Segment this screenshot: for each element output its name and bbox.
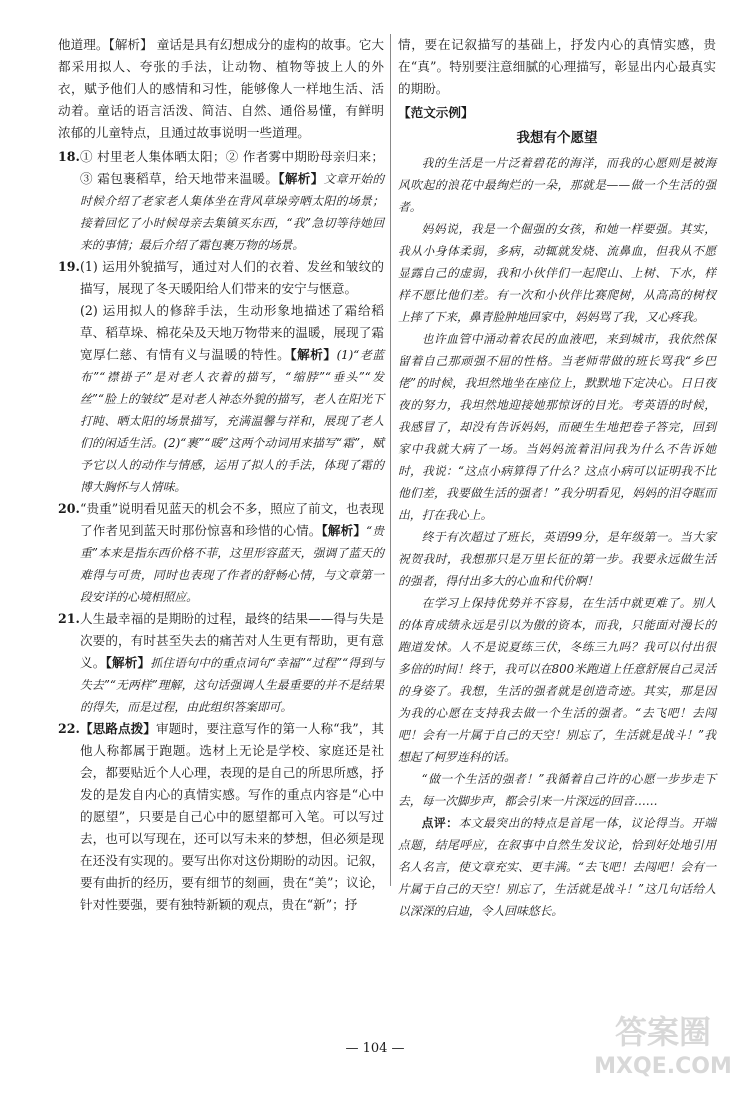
answer-number: 22. — [58, 721, 80, 736]
answer-22 — [58, 718, 384, 916]
analysis-label: 【解析】 — [278, 171, 324, 186]
answer-20 — [58, 498, 384, 608]
essay-paragraph: 终于有次超过了班长，英语99分，是年级第一。当大家祝贺我时，我想那只是万里长征的第一步。我要永远做生活的强者，得付出多大的心血和代价啊！ — [398, 530, 716, 588]
essay-paragraph: 我的生活是一片泛着碧花的海洋，而我的心愿则是被海风吹起的浪花中最绚烂的一朵，那就是——做一个生活的强者。 — [398, 156, 716, 214]
page-number: — 104 — — [345, 1041, 405, 1056]
answer-text: “贵重”说明看见蓝天的机会不多，照应了前文，也表现了作者见到蓝天时那份惊喜和珍惜的心情。 — [80, 501, 384, 538]
comment-label: 点评： — [421, 816, 459, 830]
analysis-text: 文章开始的时候介绍了老家老人集体坐在背风草垛旁晒太阳的场景；接着回忆了小时候母亲去集镇买东西，“我”急切等待她回来的事情；最后介绍了霜包裹万物的场景。 — [80, 172, 384, 252]
analysis-label: 【解析】 — [290, 347, 337, 362]
answer-21 — [58, 608, 384, 718]
essay-title: 我想有个愿望 — [516, 130, 598, 146]
right-column — [398, 34, 716, 922]
answer-number: 20. — [58, 501, 80, 516]
watermark-line-2: MXQE.COM — [594, 1054, 732, 1079]
answer-text: 人生最幸福的是期盼的过程，最终的结果——得与失是次要的，有时甚至失去的痛苦对人生更有帮助，更有意义。 — [80, 611, 384, 670]
analysis-label: 【解析】 — [321, 523, 367, 538]
analysis-label: 【解析】 — [105, 655, 151, 670]
analysis-text: (1)“老蓝布”“襟褂子”是对老人衣着的描写，“缩脖”“垂头”“发丝”“脸上的皱纹”是对老人神态外貌的描写，老人在阳光下打盹、晒太阳的场景描写，充满温馨与祥和，展现了老人们的闲适生活。(2)“裹”“暖”这两个动词用来描写“霜”，赋予它以人的动作与情感，运用了拟人的手法，体现了霜的博大胸怀与人情味。 — [80, 348, 385, 494]
essay-paragraph: “做一个生活的强者！”我循着自己许的心愿一步步走下去，每一次脚步声，都会引来一片深远的回音…… — [398, 772, 716, 808]
watermark-line-1: 答案圈 — [614, 1013, 712, 1051]
watermark-logo — [588, 1003, 738, 1083]
hint-label: 【思路点拨】 — [80, 721, 156, 736]
answer-text-part-2-block — [80, 300, 384, 498]
answer-19 — [58, 256, 384, 498]
answer-18 — [58, 146, 384, 256]
comment-block — [398, 812, 716, 922]
comment-text: 本文最突出的特点是首尾一体，议论得当。开端点题，结尾呼应，在叙事中自然生发议论，恰到好处地引用名人名言，使文章充实、更丰满。“去飞吧！去闯吧！会有一片属于自己的天空！别忘了，生活就是战斗！”这几句话给人以深深的启迪，令人回味悠长。 — [398, 816, 716, 918]
answer-22-continuation: 情，要在记叙描写的基础上，抒发内心的真情实感，贵在“真”。特别要注意细腻的心理描写，彰显出内心最真实的期盼。 — [398, 37, 716, 96]
answer-number: 18. — [58, 149, 80, 164]
sample-essay-label: 【范文示例】 — [398, 105, 474, 120]
analysis-text: 抓住语句中的重点词句“幸福”“过程”“得到与失去”“无两样”理解，这句话强调人生最重要的并不是结果的得失，而是过程，由此组织答案即可。 — [80, 656, 385, 714]
left-column — [58, 34, 384, 916]
essay-paragraph: 也许血管中涌动着农民的血液吧，来到城市，我依然保留着自己那顽强不屈的性格。当老师带做的班长骂我“乡巴佬”的时候，我坦然地坐在座位上，默默地下定决心。日日夜夜的努力，我坦然地迎接她那惊讶的目光。考英语的时候，我感冒了，却没有告诉妈妈，而硬生生地把卷子答完，回到家中我就大病了一场。当妈妈流着泪问我为什么不告诉她时，我说：“这点小病算得了什么？这点小病可以证明我不比他们差，我要做生活的强者！”我分明看见，妈妈的泪夺眶而出，打在我心上。 — [398, 332, 716, 522]
essay-paragraph: 在学习上保持优势并不容易，在生活中就更难了。别人的体育成绩永远是引以为傲的资本，而我，只能面对漫长的跑道发怵。人不是说夏练三伏，冬练三九吗？我可以付出很多倍的时间！终于，我可以在800米跑道上任意舒展自己灵活的身姿了。我想，生活的强者就是创造奇迹。其实，那是因为我的心愿在支持我去做一个生活的强者。“去飞吧！去闯吧！会有一片属于自己的天空！别忘了，生活就是战斗！”我想起了柯罗连科的话。 — [398, 596, 716, 764]
answer-number: 19. — [58, 259, 80, 274]
column-divider — [390, 34, 391, 886]
essay-paragraph: 妈妈说，我是一个倔强的女孩，和她一样要强。其实，我从小身体柔弱，多病，动辄就发烧、流鼻血，但我从不愿显露自己的虚弱，我和小伙伴们一起爬山、上树、下水，样样不愿比他们差。有一次和小伙伴比赛爬树，从高高的树杈上摔了下来，鼻青脸肿地回家中，妈妈骂了我，又心疼我。 — [398, 222, 716, 324]
answer-text-part-2: (2) 运用拟人的修辞手法，生动形象地描述了霜给稻草、稻草垛、棉花朵及天地万物带来的温暖，展现了霜宽厚仁慈、有情有义与温暖的特性。 — [80, 303, 384, 362]
hint-text: 审题时，要注意写作的第一人称“我”，其他人称都属于跑题。选材上无论是学校、家庭还是社会，都要贴近个人心理，表现的是自己的所思所感，抒发的是发自内心的真情实感。写作的重点内容是“心中的愿望”，只要是自己心中的愿望都可入笔。可以写过去，也可以写现在，还可以写未来的梦想，但必须是现在还没有实现的。要写出你对这份期盼的动因。记叙，要有曲折的经历，要有细节的刻画，贵在“美”；议论，针对性要强，要有独特新颖的观点，贵在“新”；抒 — [80, 721, 384, 912]
answer-text-part-1: (1) 运用外貌描写，通过对人们的衣着、发丝和皱纹的描写，展现了冬天暖阳给人们带来的安宁与惬意。 — [80, 259, 384, 296]
analysis-text: “贵重”本来是指东西价格不菲，这里形容蓝天，强调了蓝天的难得与可贵，同时也表现了作者的舒畅心情，与文章第一段安详的心境相照应。 — [80, 524, 385, 604]
answer-text: ① 村里老人集体晒太阳；② 作者雾中期盼母亲归来；③ 霜包裹稻草，给天地带来温暖。 — [80, 149, 384, 186]
answer-17-continuation: 他道理。【解析】 童话是具有幻想成分的虚构的故事。它大都采用拟人、夸张的手法，让动物、植物等披上人的外衣，赋予他们人的感情和习性，能够像人一样地生活、活动着。童话的语言活泼、简洁、自然、通俗易懂，有鲜明浓郁的儿童特点，且通过故事说明一些道理。 — [58, 37, 384, 140]
answer-number: 21. — [58, 611, 80, 626]
